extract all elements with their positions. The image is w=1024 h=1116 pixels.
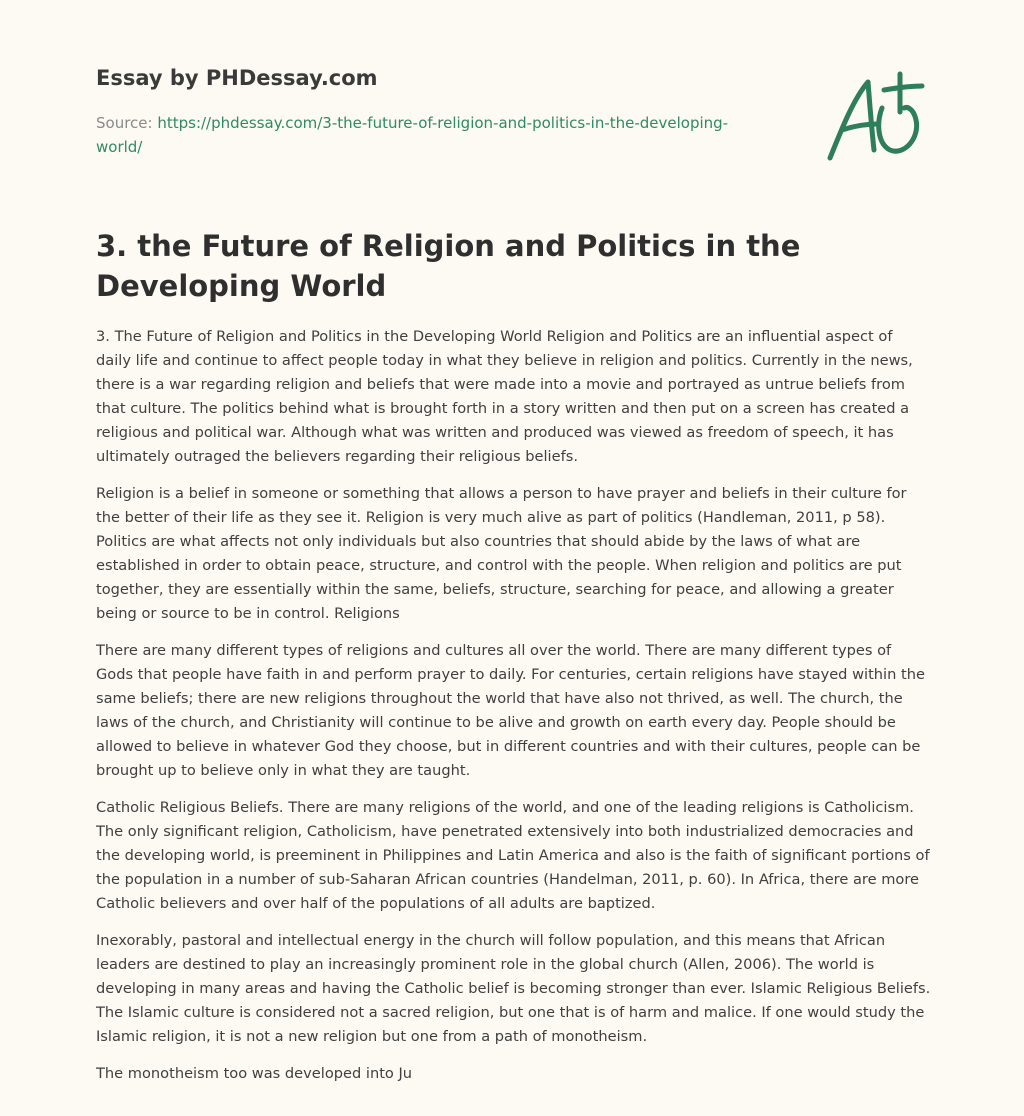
paragraph: Religion is a belief in someone or something that allows a person to have prayer and beliefs in their culture for the better of their life as they see it. Religion is very much alive as part of politics (Handleman, 2011, p 58). Politics are what affects not only individuals but also countries that should abide by the laws of what are established in order to obtain peace, structure, and control with the people. When religion and politics are put together, they are essentially within the same, beliefs, structure, searching for peace, and allowing a greater being or source to be in control. Religions [96, 485, 907, 622]
source-line [96, 111, 756, 159]
essay-body [96, 325, 932, 1099]
a-plus-grade-icon [820, 68, 930, 168]
source-link[interactable]: https://phdessay.com/3-the-future-of-religion-and-politics-in-the-developing-world/ [96, 114, 729, 156]
essay-title: 3. the Future of Religion and Politics in the Developing World [96, 229, 801, 303]
paragraph: There are many different types of religions and cultures all over the world. There are many different types of Gods that people have faith in and perform prayer to daily. For centuries, certain religions have stayed within the same beliefs; there are new religions throughout the world that have also not thrived, as well. The church, the laws of the church, and Christianity will continue to be alive and growth on earth every day. People should be allowed to believe in whatever God they choose, but in different countries and with their cultures, people can be brought up to believe only in what they are taught. [96, 642, 925, 779]
paragraph: Inexorably, pastoral and intellectual energy in the church will follow population, and this means that African leaders are destined to play an increasingly prominent role in the global church (Allen, 2006). The world is developing in many areas and having the Catholic belief is becoming stronger than ever. Islamic Religious Beliefs. The Islamic culture is considered not a sacred religion, but one that is of harm and malice. If one would study the Islamic religion, it is not a new religion but one from a path of monotheism. [96, 932, 931, 1045]
site-title: Essay by PHDessay.com [96, 66, 378, 90]
paragraph: 3. The Future of Religion and Politics in the Developing World Religion and Politics are an influential aspect of daily life and continue to affect people today in what they believe in religion and politics. Currently in the news, there is a war regarding religion and beliefs that were made into a movie and portrayed as untrue beliefs from that culture. The politics behind what is brought forth in a story written and then put on a screen has created a religious and political war. Although what was written and produced was viewed as freedom of speech, it has ultimately outraged the believers regarding their religious beliefs. [96, 328, 913, 465]
source-label: Source: [96, 114, 158, 132]
paragraph: The monotheism too was developed into Ju [96, 1065, 413, 1082]
paragraph: Catholic Religious Beliefs. There are many religions of the world, and one of the leading religions is Catholicism. The only significant religion, Catholicism, have penetrated extensively into both industrialized democracies and the developing world, is preeminent in Philippines and Latin America and also is the faith of significant portions of the population in a number of sub-Saharan African countries (Handelman, 2011, p. 60). In Africa, there are more Catholic believers and over half of the populations of all adults are baptized. [96, 799, 930, 912]
